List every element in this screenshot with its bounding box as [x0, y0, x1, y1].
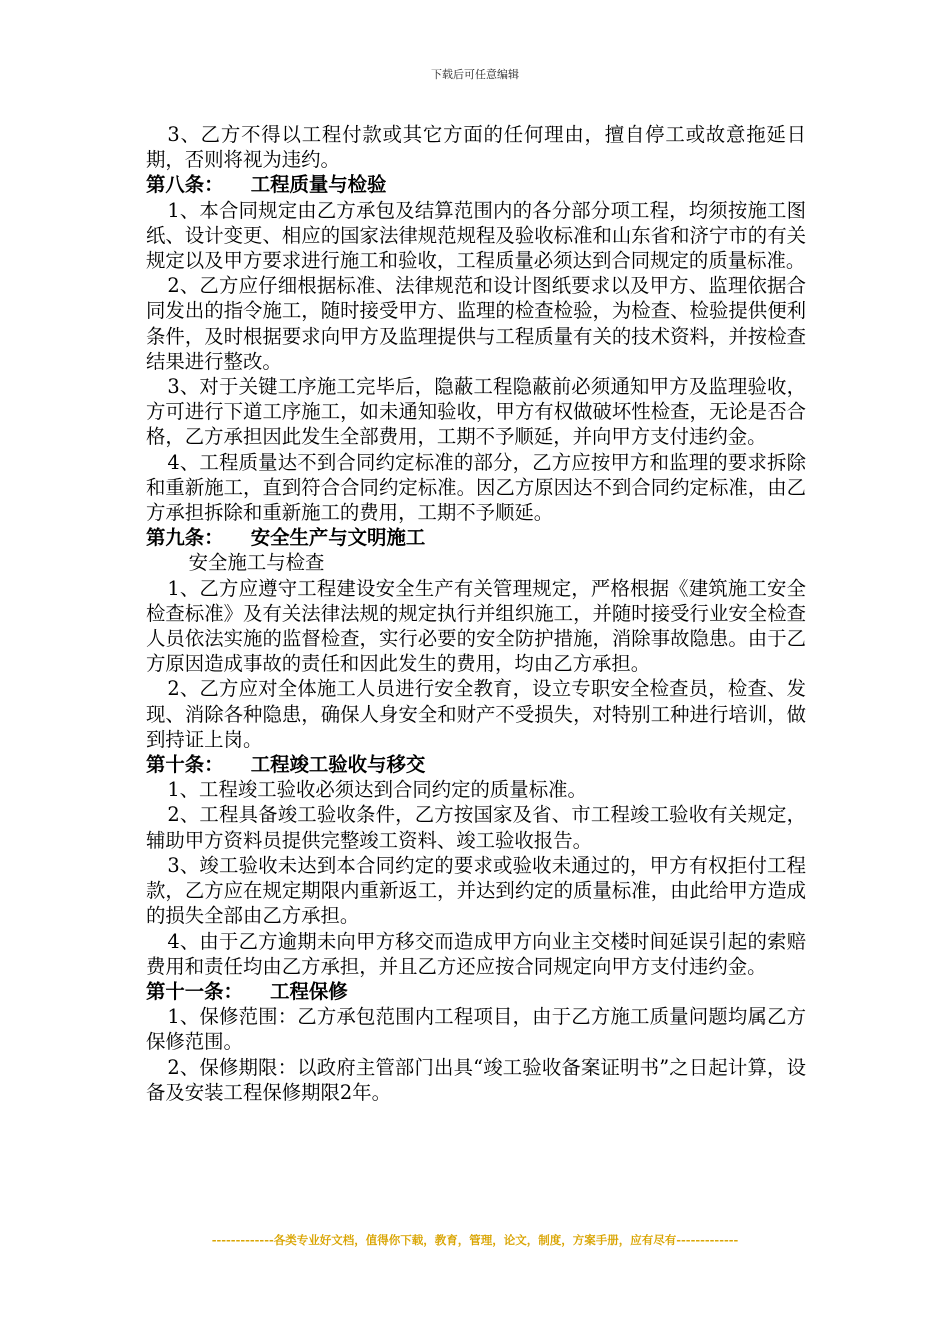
article-8-item-3: 3、对于关键工序施工完毕后，隐蔽工程隐蔽前必须通知甲方及监理验收，方可进行下道工序施工，如未通知验收，甲方有权做破坏性检查，无论是否合格，乙方承担因此发生全部费用，工期不予顺延，并向甲方支付违约金。: [146, 375, 806, 449]
clause-7-item-3: 3、乙方不得以工程付款或其它方面的任何理由，擅自停工或故意拖延日期，否则将视为违约。: [146, 123, 806, 172]
article-9-subheading: 安全施工与检查: [188, 551, 325, 575]
page-footer: -------------各类专业好文档，值得你下载，教育，管理，论文，制度，方案手册，应有尽有-------------: [211, 1233, 739, 1247]
article-9-item-1: 1、乙方应遵守工程建设安全生产有关管理规定，严格根据《建筑施工安全检查标准》及有关法律法规的规定执行并组织施工，并随时接受行业安全检查人员依法实施的监督检查，实行必要的安全防护措施，消除事故隐患。由于乙方原因造成事故的责任和因此发生的费用，均由乙方承担。: [146, 576, 806, 676]
article-9-label: 第九条：: [146, 526, 224, 550]
article-10-item-2: 2、工程具备竣工验收条件，乙方按国家及省、市工程竣工验收有关规定，辅助甲方资料员提供完整竣工资料、竣工验收报告。: [146, 803, 806, 852]
article-10-item-4: 4、由于乙方逾期未向甲方移交而造成甲方向业主交楼时间延误引起的索赔费用和责任均由乙方承担，并且乙方还应按合同规定向甲方支付违约金。: [146, 929, 806, 978]
article-11-label: 第十一条：: [146, 979, 243, 1003]
article-10-heading: [146, 752, 806, 777]
article-10-label: 第十条：: [146, 753, 224, 777]
article-11-item-1: 1、保修范围：乙方承包范围内工程项目，由于乙方施工质量问题均属乙方保修范围。: [146, 1005, 806, 1054]
article-8-item-4: 4、工程质量达不到合同约定标准的部分，乙方应按甲方和监理的要求拆除和重新施工，直到符合合同约定标准。因乙方原因达不到合同约定标准，由乙方承担拆除和重新施工的费用，工期不予顺延。: [146, 450, 806, 525]
article-9-title: 安全生产与文明施工: [250, 526, 426, 550]
article-8-item-1: 1、本合同规定由乙方承包及结算范围内的各分部分项工程，均须按施工图纸、设计变更、相应的国家法律规范规程及验收标准和山东省和济宁市的有关规定以及甲方要求进行施工和验收，工程质量必须达到合同规定的质量标准。: [146, 198, 806, 273]
article-11-item-2: 2、保修期限：以政府主管部门出具“竣工验收备案证明书”之日起计算，设备及安装工程保修期限2年。: [146, 1055, 806, 1104]
article-8-item-2: 2、乙方应仔细根据标准、法律规范和设计图纸要求以及甲方、监理依据合同发出的指令施工，随时接受甲方、监理的检查检验，为检查、检验提供便利条件，及时根据要求向甲方及监理提供与工程质量有关的技术资料，并按检查结果进行整改。: [146, 274, 806, 373]
article-8-heading: [146, 172, 806, 197]
article-10-title: 工程竣工验收与移交: [250, 753, 426, 777]
article-10-item-3: 3、竣工验收未达到本合同约定的要求或验收未通过的，甲方有权拒付工程款，乙方应在规定期限内重新返工，并达到约定的质量标准，由此给甲方造成的损失全部由乙方承担。: [146, 853, 806, 928]
document-body: [146, 122, 806, 1105]
article-8-title: 工程质量与检验: [250, 173, 387, 197]
article-9-item-2: 2、乙方应对全体施工人员进行安全教育，设立专职安全检查员，检查、发现、消除各种隐患，确保人身安全和财产不受损失，对特别工种进行培训，做到持证上岗。: [146, 677, 806, 751]
article-9-heading: [146, 525, 806, 550]
article-11-heading: [146, 979, 806, 1004]
page-header: 下载后可任意编辑: [431, 68, 519, 81]
article-10-item-1: 1、工程竣工验收必须达到合同约定的质量标准。: [167, 778, 587, 802]
article-8-label: 第八条：: [146, 173, 224, 197]
article-11-title: 工程保修: [270, 979, 348, 1003]
